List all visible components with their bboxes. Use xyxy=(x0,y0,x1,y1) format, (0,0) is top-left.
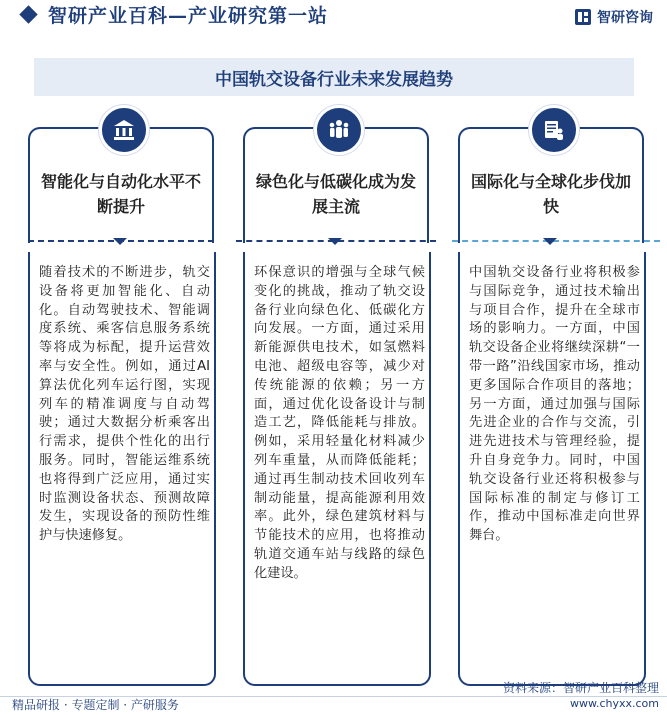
footer-services: 精品研报 · 专题定制 · 产研服务 xyxy=(12,698,179,712)
bank-icon xyxy=(99,105,149,155)
notch-arrow-icon xyxy=(328,238,342,245)
people-icon xyxy=(314,105,364,155)
card-header-1 xyxy=(28,127,214,243)
document-person-icon xyxy=(529,105,579,155)
card-body-box-2 xyxy=(243,252,431,686)
notch-arrow-icon xyxy=(113,238,127,245)
brand-name: 智研咨询 xyxy=(597,10,653,26)
title-banner xyxy=(34,58,634,96)
card-title: 绿色化与低碳化成为发展主流 xyxy=(255,172,416,216)
card-body-box-1 xyxy=(28,252,216,686)
footer-url[interactable]: www.chyxx.com xyxy=(569,697,659,710)
card-body: 环保意识的增强与全球气候变化的挑战，推动了轨交设备行业向绿色化、低碳化方向发展。一方面，通过采用新能源供电技术，如氢燃料电池、超级电容等，减少对传统能源的依赖；另一方面，通过优化设备设计与制造工艺，降低能耗与排放。例如，采用轻量化材料减少列车重量，从而降低能耗；通过再生制动技术回收列车制动能量，提高能源利用效率。此外，绿色建筑材料与节能技术的应用，也将推动轨道交通车站与线路的绿色化建设。 xyxy=(254,265,425,581)
card-body: 随着技术的不断进步，轨交设备将更加智能化、自动化。自动驾驶技术、智能调度系统、乘客信息服务系统等将成为标配，提升运营效率与安全性。例如，通过AI算法优化列车运行图，实现列车的精准调度与自动驾驶；通过大数据分析乘客出行需求，提供个性化的出行服务。同时，智能运维系统也将得到广泛应用，通过实时监测设备状态、预测故障发生，实现设备的预防性维护与快速修复。 xyxy=(39,265,210,544)
site-title: 智研产业百科—产业研究第一站 xyxy=(48,5,329,27)
card-header-2 xyxy=(243,127,429,243)
diamond-icon xyxy=(19,5,37,23)
page-title: 中国轨交设备行业未来发展趋势 xyxy=(215,70,453,90)
card-header-3 xyxy=(458,127,644,243)
brand xyxy=(574,7,653,27)
brand-logo-icon xyxy=(574,8,592,26)
card-body: 中国轨交设备行业将积极参与国际竞争，通过技术输出与项目合作，提升在全球市场的影响力。一方面，中国轨交设备企业将继续深耕“一带一路”沿线国家市场，推动更多国际合作项目的落地；另一方面，通过加强与国际先进企业的合作与交流，引进先进技术与管理经验，提升自身竞争力。同时，中国轨交设备行业还将积极参与国际标准的制定与修订工作，推动中国标准走向世界舞台。 xyxy=(469,265,640,544)
source-note: 资料来源：智研产业百科整理 xyxy=(502,681,659,695)
card-title: 智能化与自动化水平不断提升 xyxy=(40,172,201,216)
card-body-box-3 xyxy=(458,252,646,686)
notch-arrow-icon xyxy=(543,238,557,245)
top-bar xyxy=(0,0,667,40)
card-title: 国际化与全球化步伐加快 xyxy=(470,172,631,216)
